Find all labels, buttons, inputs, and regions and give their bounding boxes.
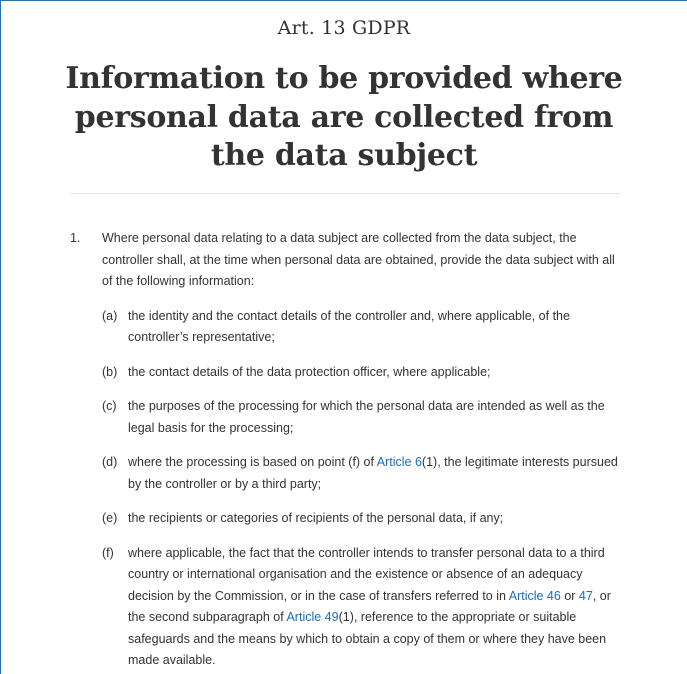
text-segment: , or the second subparagraph of <box>128 588 611 624</box>
item-text: the purposes of the processing for which the personal data are intended as well as the legal basis for the processing; <box>128 399 605 435</box>
text-segment: where applicable, the fact that the controller intends to transfer personal data to a third country or international organisation and the existence or absence of an adequacy decision by the Commission, or in the case of transfers referred to in <box>128 545 605 603</box>
article-6-link[interactable]: Article 6 <box>376 455 422 469</box>
paragraph-number: 1. <box>70 231 81 245</box>
item-c <box>1 396 687 439</box>
article-46-link[interactable]: Article 46 <box>508 588 561 603</box>
item-a <box>1 306 687 349</box>
item-text: the contact details of the data protection officer, where applicable; <box>128 364 491 379</box>
article-body <box>1 228 687 672</box>
item-label: (e) <box>102 511 118 525</box>
item-text <box>128 452 618 495</box>
article-header <box>1 16 687 176</box>
item-text: the identity and the contact details of the controller and, where applicable, of the controller’s representative; <box>128 308 570 344</box>
paragraph-text: Where personal data relating to a data subject are collected from the data subject, the controller shall, at the time when personal data are obtained, provide the data subject with all of the following information: <box>102 231 615 288</box>
item-label: (b) <box>102 364 118 379</box>
item-label: (d) <box>102 455 118 469</box>
article-49-link[interactable]: Article 49 <box>286 610 339 624</box>
item-b <box>1 362 687 384</box>
item-label: (c) <box>102 399 117 413</box>
text-segment: (1), the legitimate interests pursued by the controller or by a third party; <box>128 455 618 491</box>
item-e <box>1 508 687 530</box>
item-label: (a) <box>102 308 118 323</box>
item-text <box>128 543 618 672</box>
item-text: the recipients or categories of recipients of the personal data, if any; <box>128 511 504 525</box>
article-number: Art. 13 GDPR <box>277 17 411 39</box>
item-f <box>1 543 687 672</box>
article-title: Information to be provided where personal data are collected from the data subject <box>65 61 623 173</box>
text-segment: (1), reference to the appropriate or suitable safeguards and the means by which to obtain a copy of them or where they have been made available. <box>128 610 607 667</box>
text-segment: or <box>560 588 579 603</box>
text-segment: where the processing is based on point (f) of <box>128 455 377 469</box>
paragraph-1 <box>1 228 687 293</box>
item-label: (f) <box>102 545 114 560</box>
item-d <box>1 452 687 495</box>
article-47-link[interactable]: 47 <box>578 588 593 603</box>
divider <box>70 193 620 194</box>
